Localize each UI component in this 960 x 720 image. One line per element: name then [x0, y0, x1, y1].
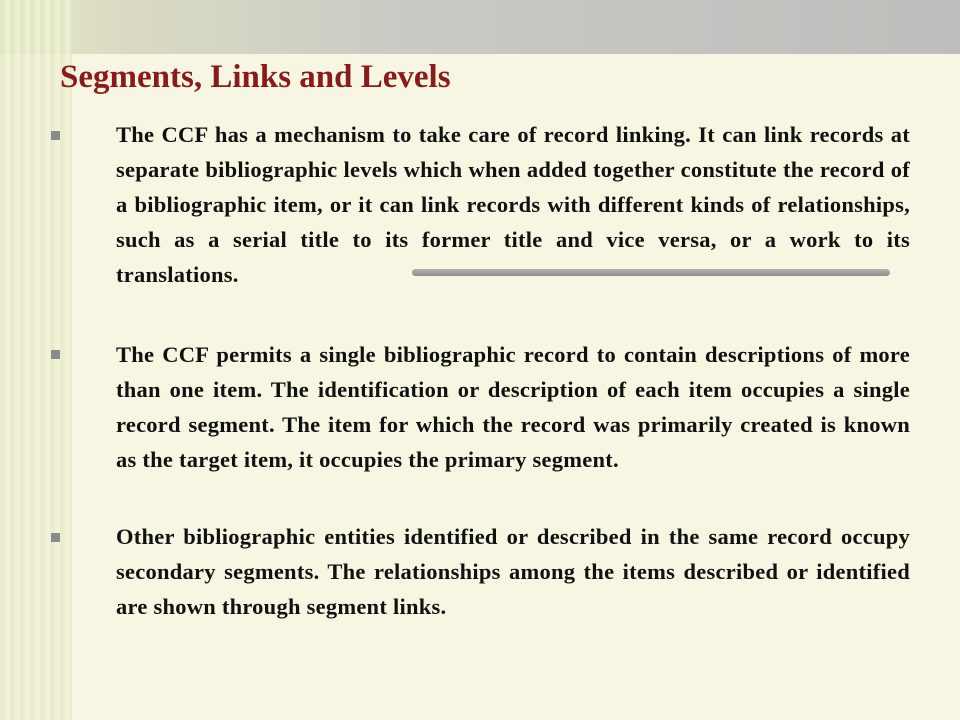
bullet-text-secondary-segments: Other bibliographic entities identified or described in the same record occupy secondary segments. The relationships among the items described or identified are shown through segment links.: [116, 524, 910, 619]
bullet-text-record-linking: The CCF has a mechanism to take care of record linking. It can link records at separate bibliographic levels which when added together constitute the record of a bibliographic item, or it can link records with different kinds of relationships, such as a serial title to its former title and vice versa, or a work to its translations.: [116, 122, 910, 287]
top-header-band: [0, 0, 960, 54]
slide-title: Segments, Links and Levels: [60, 59, 451, 95]
bullet-text-single-record: The CCF permits a single bibliographic record to contain descriptions of more than one item. The identification or description of each item occupies a single record segment. The item for which the record was primarily created is known as the target item, it occupies the primary segment.: [116, 342, 910, 472]
top-band-stripe-decoration: [0, 0, 72, 54]
square-bullet-icon: [51, 533, 60, 542]
square-bullet-icon: [51, 131, 60, 140]
grey-divider-bar: [412, 269, 890, 276]
square-bullet-icon: [51, 350, 60, 359]
left-stripe-decoration: [0, 0, 72, 720]
